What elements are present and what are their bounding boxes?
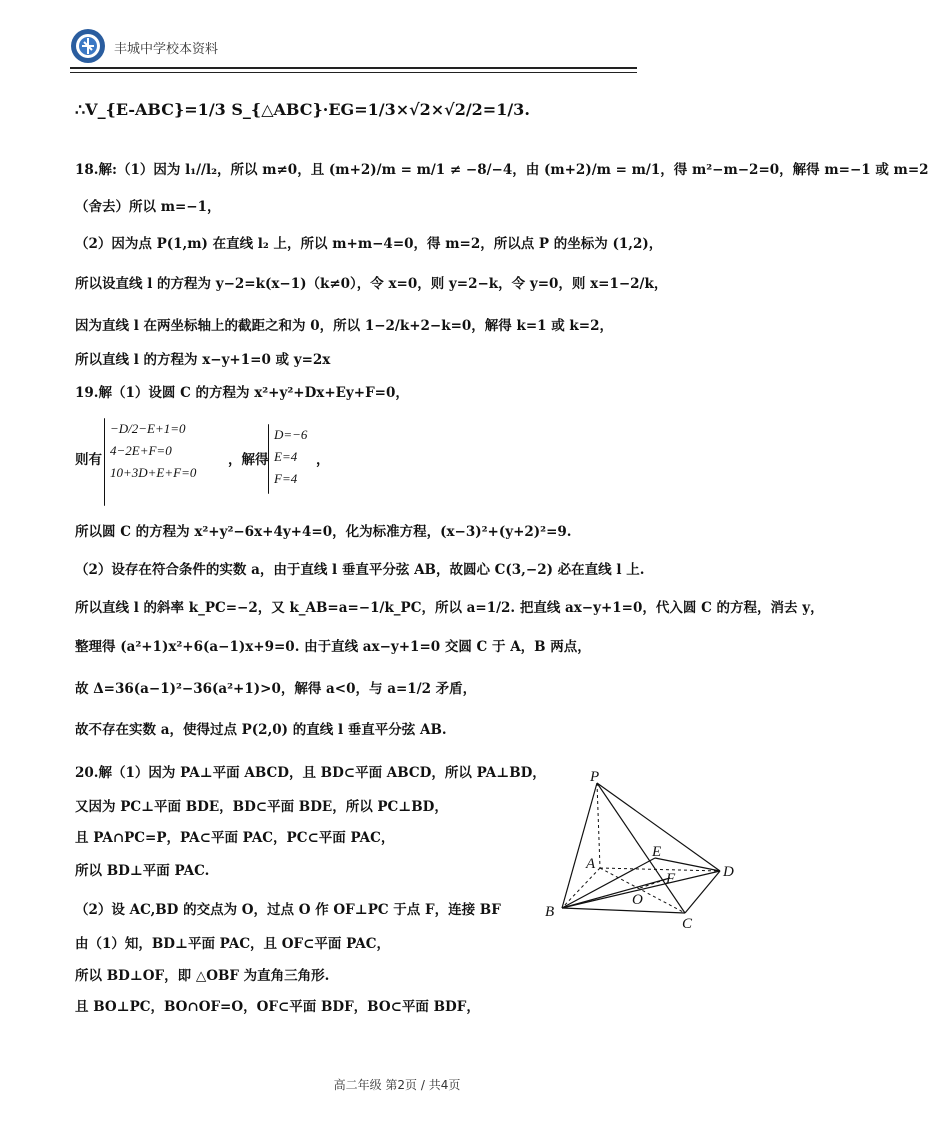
eq-1: −D/2−E+1=0 xyxy=(110,421,186,436)
q19-circle-eq: 所以圆 C 的方程为 x²+y²−6x+4y+4=0，化为标准方程，(x−3)²+(y+2)²=9. xyxy=(75,524,572,540)
page-footer: 高二年级 第2页 / 共4页 xyxy=(333,1078,461,1092)
equation-system-1 xyxy=(110,418,196,484)
label-p: P xyxy=(590,769,600,785)
q20-bd-perp: 所以 BD⊥平面 PAC. xyxy=(75,863,210,879)
label-d: D xyxy=(723,864,734,880)
pyramid-figure xyxy=(540,768,740,932)
label-o: O xyxy=(632,892,643,908)
q20-intersection: 且 PA∩PC=P，PA⊂平面 PAC，PC⊂平面 PAC， xyxy=(75,830,395,846)
q20-plane: 且 BO⊥PC，BO∩OF=O，OF⊂平面 BDF，BO⊂平面 BDF， xyxy=(75,999,480,1015)
q18-part1: 18.解:（1）因为 l₁//l₂，所以 m≠0，且 (m+2)/m = m/1 ≠ −8/−4，由 (m+2)/m = m/1，得 m²−m−2=0，解得 m=−1 或 m=2 xyxy=(75,162,929,178)
edge-cd xyxy=(685,871,720,913)
label-b: B xyxy=(545,904,555,920)
label-e: E xyxy=(652,844,662,860)
header-rule-thin xyxy=(70,72,637,73)
q20-part1: 20.解（1）因为 PA⊥平面 ABCD，且 BD⊂平面 ABCD，所以 PA⊥BD， xyxy=(75,765,546,781)
q20-from1: 由（1）知，BD⊥平面 PAC，且 OF⊂平面 PAC， xyxy=(75,936,391,952)
q18-intercept: 因为直线 l 在两坐标轴上的截距之和为 0，所以 1−2/k+2−k=0，解得 k=1 或 k=2， xyxy=(75,318,613,334)
q19-discriminant: 故 Δ=36(a−1)²−36(a²+1)>0，解得 a<0，与 a=1/2 矛盾， xyxy=(75,681,477,697)
label-c: C xyxy=(682,916,693,932)
school-name: 丰城中学校本资料 xyxy=(114,42,219,57)
q20-pc-perp: 又因为 PC⊥平面 BDE，BD⊂平面 BDE，所以 PC⊥BD， xyxy=(75,799,448,815)
q18-line-eq: 所以设直线 l 的方程为 y−2=k(x−1)（k≠0），令 x=0，则 y=2−k，令 y=0，则 x=1−2/k， xyxy=(75,276,668,292)
q19-quadratic: 整理得 (a²+1)x²+6(a−1)x+9=0. 由于直线 ax−y+1=0 交圆 C 于 A，B 两点， xyxy=(75,639,591,655)
sol-d: D=−6 xyxy=(274,427,308,442)
q19-conclusion: 故不存在实数 a，使得过点 P(2,0) 的直线 l 垂直平分弦 AB. xyxy=(75,722,447,738)
eq-2: 4−2E+F=0 xyxy=(110,443,172,458)
edge-pb xyxy=(562,783,597,908)
school-logo-icon xyxy=(70,28,106,64)
q18-part2: （2）因为点 P(1,m) 在直线 l₂ 上，所以 m+m−4=0，得 m=2，所以点 P 的坐标为 (1,2)， xyxy=(75,236,663,252)
q19-slope: 所以直线 l 的斜率 k_PC=−2，又 k_AB=a=−1/k_PC，所以 a=1/2. 把直线 ax−y+1=0，代入圆 C 的方程，消去 y， xyxy=(75,600,824,616)
q19-part1: 19.解（1）设圆 C 的方程为 x²+y²+Dx+Ey+F=0， xyxy=(75,385,409,401)
page-header xyxy=(70,28,640,72)
solution-system xyxy=(274,424,307,490)
q18-answer: 所以直线 l 的方程为 x−y+1=0 或 y=2x xyxy=(75,352,331,368)
sol-e: E=4 xyxy=(274,449,298,464)
q19-comma: ， xyxy=(316,452,330,468)
q20-right-triangle: 所以 BD⊥OF，即 △OBF 为直角三角形. xyxy=(75,968,330,984)
eq-3: 10+3D+E+F=0 xyxy=(110,465,197,480)
solution-brace xyxy=(268,424,269,494)
q19-then-have: 则有 xyxy=(75,452,102,468)
volume-result: ∴V_{E-ABC}=1/3 S_{△ABC}·EG=1/3×√2×√2/2=1/3. xyxy=(75,100,530,119)
edge-bc xyxy=(562,908,685,913)
system-brace xyxy=(104,418,105,506)
label-a: A xyxy=(586,856,596,872)
edge-pa xyxy=(597,783,600,868)
q19-part2: （2）设存在符合条件的实数 a，由于直线 l 垂直平分弦 AB，故圆心 C(3,−2) 必在直线 l 上. xyxy=(75,562,645,578)
sol-f: F=4 xyxy=(274,471,298,486)
label-f: F xyxy=(666,871,676,887)
q20-part2: （2）设 AC,BD 的交点为 O，过点 O 作 OF⊥PC 于点 F，连接 BF xyxy=(75,902,501,918)
q19-solve: ，解得 xyxy=(228,452,269,468)
q18-part1-cont: （舍去）所以 m=−1， xyxy=(75,199,221,215)
edge-ad xyxy=(600,868,720,871)
line-bf xyxy=(562,878,670,908)
header-rule xyxy=(70,67,637,69)
